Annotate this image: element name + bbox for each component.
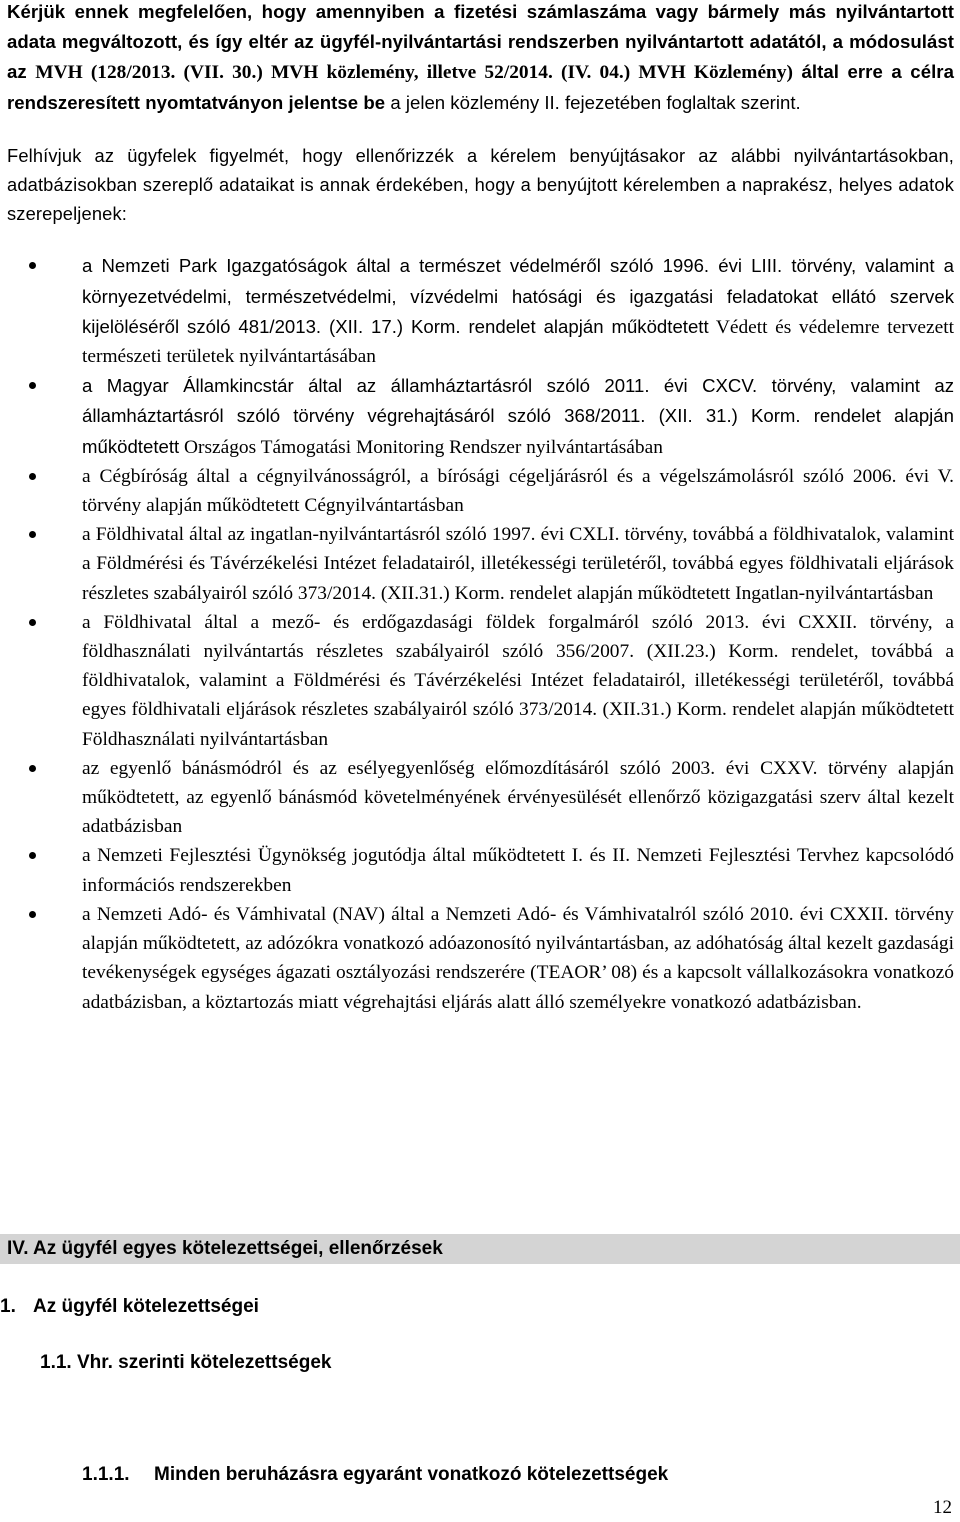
bullet-icon [29, 473, 36, 480]
page-number: 12 [933, 1497, 952, 1518]
heading-1-1-1 [82, 1460, 668, 1489]
list-item-registry: Védett és védelemre tervezett természeti területek nyilvántartásában [82, 316, 954, 368]
bullet-icon [29, 619, 36, 626]
list-item [7, 462, 954, 520]
intro-paragraph [7, 0, 954, 118]
bullet-icon [29, 765, 36, 772]
list-item [7, 608, 954, 754]
bullet-icon [29, 531, 36, 538]
heading-1-text: Az ügyfél kötelezettségei [33, 1296, 259, 1317]
list-item [7, 754, 954, 842]
list-item-text: a Magyar Államkincstár által az államháztartásról szóló 2011. évi CXCV. törvény, valamint az államháztartásról szóló törvény végrehajtásáról szóló 368/2011. (XII. 31.) Korm. rendelet alapján működtetett [82, 375, 954, 457]
bullet-icon [29, 852, 36, 859]
section-iv-title: IV. Az ügyfél egyes kötelezettségei, ellenőrzések [7, 1238, 443, 1259]
list-item-text: a Földhivatal által az ingatlan-nyilvántartásról szóló 1997. évi CXLI. törvény, továbbá a földhivatalok, valamint a Földmérési és Távérzékelési Intézet feladatairól, illetékességi területéről, továbbá egyes földhivatali eljárások részletes szabályairól szóló 373/2014. (XII.31.) Korm. rendelet alapján működtetett Ingatlan-nyilvántartásban [82, 524, 954, 604]
list-item [7, 520, 954, 608]
list-item [7, 841, 954, 899]
list-item-registry: Országos Támogatási Monitoring Rendszer nyilvántartásában [179, 436, 663, 458]
intro-lead: Kérjük ennek megfelelően, hogy amennyiben a fizetési számlaszáma vagy bármely más nyilvántartott adata megváltozott, és így eltér az ügyfél-nyilvántartási rendszerben nyilvántartott adatától, a módosulást az [7, 1, 954, 83]
list-item-text: a Nemzeti Park Igazgatóságok által a természet védelméről szóló 1996. évi LIII. törvény, valamint a környezetvédelmi, természetvédelmi, vízvédelmi hatósági és igazgatási feladatokat ellátó szervek kijelöléséről szóló 481/2013. (XII. 17.) Korm. rendelet alapján működtetett [82, 255, 954, 337]
list-item-text: a Nemzeti Adó- és Vámhivatal (NAV) által a Nemzeti Adó- és Vámhivatalról szóló 2010. évi CXXII. törvény alapján működtetett, az adózókra vonatkozó adóazonosító nyilvántartásban, az adóhatóság által kezelt gazdasági tevékenységek egységes ágazati osztályozási rendszerére (TEAOR’ 08) és a kapcsolt vállalkozásokra vonatkozó adatbázisban, a köztartozás miatt végrehajtási eljárás alatt álló személyekre vonatkozó adatbázisban. [82, 903, 954, 1013]
intro-tail: a jelen közlemény II. fejezetében foglaltak szerint. [385, 91, 801, 113]
registry-list [7, 251, 954, 1016]
intro-lead-2: által erre a célra rendszeresített nyomtatványon jelentse be [7, 61, 954, 113]
bullet-icon [29, 382, 36, 389]
heading-1-1-1-text: Minden beruházásra egyaránt vonatkozó kötelezettségek [154, 1464, 669, 1485]
heading-1 [0, 1292, 259, 1321]
heading-1-number: 1. [0, 1296, 16, 1317]
intro-mvh-reference: MVH (128/2013. (VII. 30.) MVH közlemény, illetve 52/2014. (IV. 04.) MVH Közlemény) [35, 62, 793, 84]
bullet-icon [29, 262, 36, 269]
list-item-text: az egyenlő bánásmódról és az esélyegyenlőség előmozdításáról szóló 2003. évi CXXV. törvény alapján működtetett, az egyenlő bánásmód követelményének érvényesülését ellenőrző közigazgatási szerv által kezelt adatbázisban [82, 757, 954, 838]
list-item-text: a Cégbíróság által a cégnyilvánosságról, a bírósági cégeljárásról és a végelszámolásról szóló 2006. évi V. törvény alapján működtetett Cégnyilvántartásban [82, 465, 954, 517]
heading-1-1: 1.1. Vhr. szerinti kötelezettségek [40, 1352, 332, 1373]
list-item-text: a Nemzeti Fejlesztési Ügynökség jogutódja által működtetett I. és II. Nemzeti Fejlesztési Tervhez kapcsolódó információs rendszerekben [82, 845, 954, 896]
bullet-icon [29, 911, 36, 918]
list-item [7, 251, 954, 371]
document-page [7, 0, 954, 1017]
list-item [7, 900, 954, 1017]
list-item [7, 371, 954, 462]
section-iv-heading [0, 1234, 960, 1264]
list-item-text: a Földhivatal által a mező- és erdőgazdasági földek forgalmáról szóló 2013. évi CXXII. törvény, a földhasználati nyilvántartás részletes szabályairól szóló 356/2007. (XII.23.) Korm. rendelet, továbbá a földhivatalok, valamint a Földmérési és Távérzékelési Intézet feladatairól, illetékességi területéről, továbbá egyes földhivatali eljárások részletes szabályairól szóló 373/2014. (XII.31.) Korm. rendelet alapján működtetett Földhasználati nyilvántartásban [82, 611, 954, 750]
notice-paragraph: Felhívjuk az ügyfelek figyelmét, hogy ellenőrizzék a kérelem benyújtásakor az alábbi nyilvántartásokban, adatbázisokban szereplő adataikat is annak érdekében, hogy a benyújtott kérelemben a naprakész, helyes adatok szerepeljenek: [7, 144, 954, 225]
heading-1-1-1-number: 1.1.1. [82, 1464, 130, 1485]
